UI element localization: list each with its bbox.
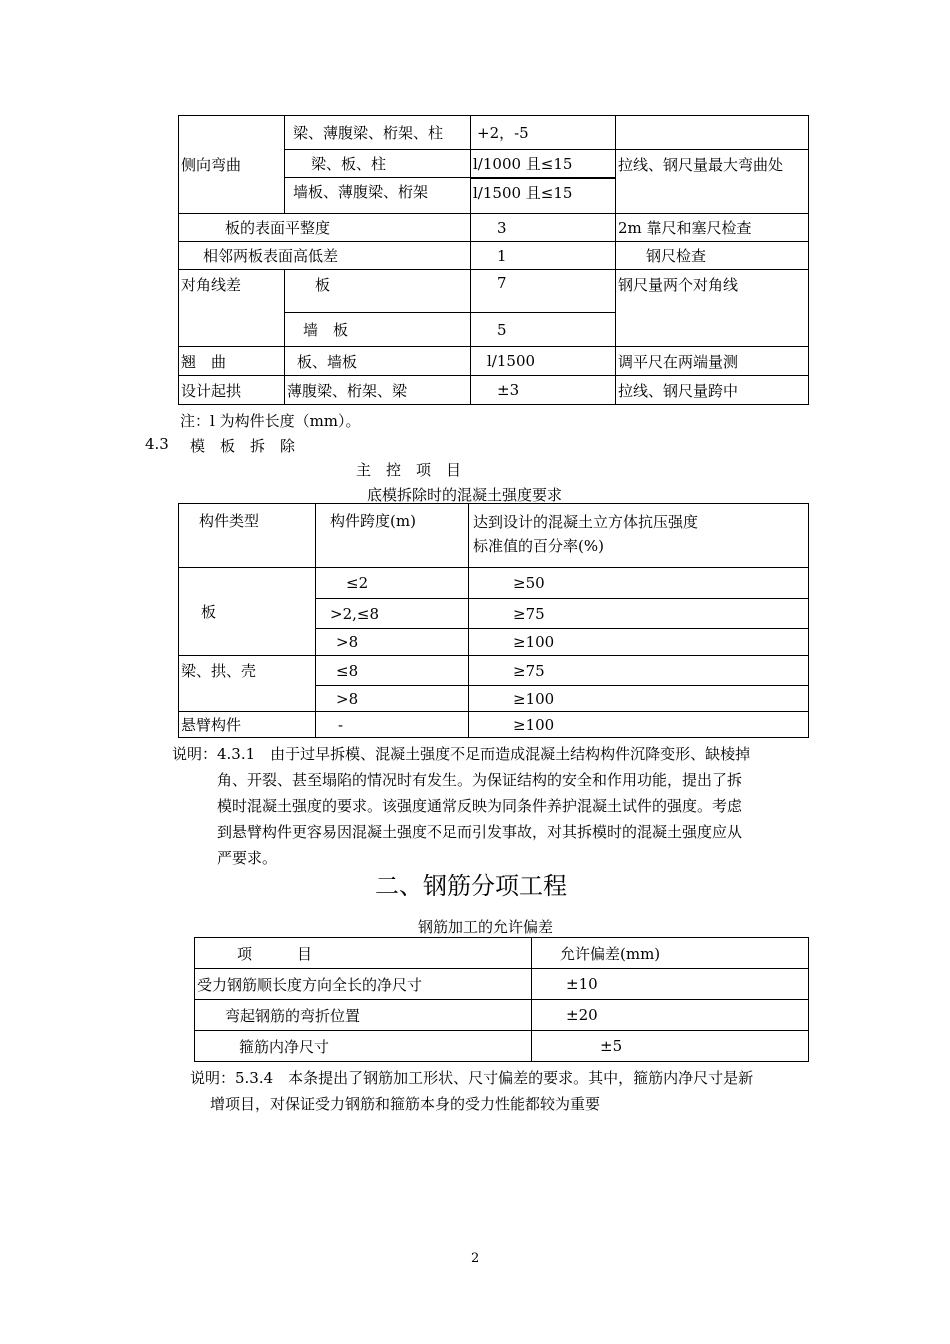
- table-cell-text: ±20: [566, 1006, 598, 1024]
- table-cell: [285, 178, 471, 214]
- table-cell-text: 墙板、薄腹梁、桁架: [293, 183, 429, 201]
- table-cell-text: 梁、拱、壳: [181, 662, 257, 680]
- table-cell: [616, 116, 809, 150]
- table-cell: [471, 270, 616, 313]
- table-caption: 钢筋加工的允许偏差: [418, 918, 554, 936]
- table-cell: [471, 347, 616, 376]
- explanation-431: [172, 741, 812, 871]
- table-cell: [316, 712, 469, 738]
- table-cell: [616, 347, 809, 376]
- table-header-text: 项 目: [237, 944, 313, 963]
- table-cell-text: l/1500 且≤15: [473, 183, 573, 202]
- table-cell: [285, 376, 471, 405]
- table-cell: [471, 178, 616, 214]
- table-header-text: 标准值的百分率(%): [473, 537, 604, 555]
- table-cell: [285, 313, 471, 347]
- formwork-removal-table: [178, 503, 809, 738]
- table-cell-text: 弯起钢筋的弯折位置: [225, 1006, 361, 1025]
- table-cell: [469, 712, 809, 738]
- table-cell: [179, 347, 285, 376]
- table-cell-text: 设计起拱: [181, 381, 242, 400]
- table-cell: [195, 969, 532, 1000]
- table-cell: [316, 629, 469, 656]
- subsection-title: 主 控 项 目: [356, 461, 462, 479]
- table-cell: [616, 150, 809, 214]
- table-cell-text: >2,≤8: [330, 604, 379, 623]
- rebar-deviation-table: [194, 937, 809, 1062]
- table-header-text: 达到设计的混凝土立方体抗压强度: [473, 513, 699, 531]
- table-cell: [179, 214, 471, 242]
- table-cell: [285, 270, 471, 313]
- table-cell: [316, 686, 469, 712]
- table-header-text: 允许偏差(mm): [560, 944, 661, 963]
- table-cell: [285, 150, 471, 178]
- table-cell-text: ±3: [497, 381, 520, 399]
- table-cell-text: ≤2: [346, 574, 369, 592]
- table-cell-text: 梁、薄腹梁、桁架、柱: [293, 124, 444, 142]
- table-cell: [471, 376, 616, 405]
- table-cell-text: 侧向弯曲: [181, 156, 242, 174]
- table-cell-text: 墙 板: [303, 321, 349, 339]
- table-cell-text: ±10: [566, 975, 598, 993]
- text-line: 增项目，对保证受力钢筋和箍筋本身的受力性能都较为重要: [210, 1095, 601, 1113]
- table-cell-text: 5: [497, 320, 507, 339]
- table-cell-text: 对角线差: [181, 276, 242, 294]
- table-cell-text: 2m 靠尺和塞尺检查: [618, 219, 752, 237]
- table-cell-text: 梁、板、柱: [311, 155, 387, 173]
- table-cell: [179, 270, 285, 347]
- table-cell-text: ≥100: [513, 633, 555, 651]
- table-cell: [179, 242, 471, 270]
- table-cell: [471, 150, 616, 178]
- table-cell-text: ≥100: [513, 689, 555, 708]
- section-number: 4.3: [145, 435, 169, 453]
- table-cell: [532, 969, 809, 1000]
- table-cell-text: 悬臂构件: [181, 716, 242, 734]
- table-cell-text: 板、墙板: [297, 352, 358, 371]
- table-cell-text: 翘 曲: [181, 352, 227, 371]
- table-cell: [532, 1031, 809, 1062]
- table-cell: [285, 116, 471, 150]
- table-cell: [471, 313, 616, 347]
- table-cell-text: ≥50: [513, 574, 545, 592]
- table-header-cell: [316, 504, 469, 568]
- table-header-text: 构件类型: [199, 512, 260, 530]
- table-header-cell: [195, 938, 532, 969]
- table-header-cell: [532, 938, 809, 969]
- text-line: 角、开裂、甚至塌陷的情况时有发生。为保证结构的安全和作用功能，提出了拆: [217, 771, 743, 789]
- table-cell-text: ±5: [600, 1037, 623, 1055]
- table-cell: [532, 1000, 809, 1031]
- table-cell: [471, 242, 616, 270]
- table-cell: [316, 568, 469, 599]
- table-cell-text: +2，-5: [477, 124, 529, 142]
- table-cell-text: 7: [497, 274, 507, 292]
- table-cell: [179, 568, 316, 656]
- table-cell-text: 受力钢筋顺长度方向全长的净尺寸: [197, 975, 423, 994]
- table-cell: [469, 629, 809, 656]
- text-line: 严要求。: [217, 849, 278, 867]
- table-cell: [179, 656, 316, 712]
- table-cell: [469, 599, 809, 629]
- table-cell-text: 1: [497, 246, 507, 265]
- table-cell: [471, 116, 616, 150]
- table-cell-text: 箍筋内净尺寸: [239, 1037, 330, 1056]
- table-cell: [469, 686, 809, 712]
- text-line: 说明：4.3.1 由于过早拆模、混凝土强度不足而造成混凝土结构构件沉降变形、缺棱掉: [172, 745, 751, 763]
- table-cell-text: 钢尺量两个对角线: [618, 276, 739, 294]
- table-cell-text: ≥100: [513, 715, 555, 734]
- table-cell: [285, 347, 471, 376]
- table-cell-text: ≤8: [336, 661, 359, 680]
- table-cell: [316, 656, 469, 686]
- table-cell-text: 相邻两板表面高低差: [203, 247, 339, 265]
- explanation-534: [190, 1065, 815, 1117]
- table-cell: [616, 270, 809, 347]
- section-heading: 二、钢筋分项工程: [375, 872, 567, 900]
- table-cell: [195, 1000, 532, 1031]
- table-cell: [616, 376, 809, 405]
- table-cell: [316, 599, 469, 629]
- table-cell-text: >8: [336, 689, 359, 708]
- table-cell: [469, 568, 809, 599]
- page-number: 2: [471, 1251, 480, 1266]
- table-cell: [471, 214, 616, 242]
- table-cell-text: 板: [201, 603, 217, 621]
- table-caption: 底模拆除时的混凝土强度要求: [367, 486, 563, 504]
- table-cell-text: 3: [497, 218, 507, 237]
- table-cell-text: 钢尺检查: [646, 247, 707, 265]
- table-cell-text: 板: [315, 276, 331, 294]
- table-cell: [616, 214, 809, 242]
- table-cell: [616, 242, 809, 270]
- table-cell: [469, 656, 809, 686]
- text-line: 到悬臂构件更容易因混凝土强度不足而引发事故，对其拆模时的混凝土强度应从: [217, 823, 743, 841]
- table-cell: [179, 376, 285, 405]
- table-cell-text: ≥75: [513, 661, 545, 680]
- table-cell: [179, 116, 285, 214]
- table-cell: [179, 712, 316, 738]
- table-cell-text: ≥75: [513, 604, 545, 623]
- table-cell-text: l/1000 且≤15: [473, 154, 573, 173]
- table-cell-text: >8: [336, 633, 359, 651]
- table-cell-text: 板的表面平整度: [225, 219, 331, 237]
- section-title: 模 板 拆 除: [190, 437, 296, 455]
- table-cell: [195, 1031, 532, 1062]
- table-header-text: 构件跨度(m): [330, 512, 416, 530]
- table-cell-text: -: [338, 715, 344, 734]
- table-header-cell: [179, 504, 316, 568]
- tolerance-table: [178, 115, 809, 405]
- text-line: 说明：5.3.4 本条提出了钢筋加工形状、尺寸偏差的要求。其中，箍筋内净尺寸是新: [190, 1069, 754, 1087]
- table-cell-text: 拉线、钢尺量最大弯曲处: [618, 156, 784, 174]
- table-cell-text: l/1500: [487, 352, 536, 370]
- table-cell-text: 拉线、钢尺量跨中: [618, 381, 739, 400]
- table-note: 注：l 为构件长度（mm）。: [180, 412, 361, 430]
- table-cell-text: 薄腹梁、桁架、梁: [287, 381, 408, 400]
- table-header-cell: [469, 504, 809, 568]
- table-cell-text: 调平尺在两端量测: [618, 352, 739, 371]
- text-line: 模时混凝土强度的要求。该强度通常反映为同条件养护混凝土试件的强度。考虑: [217, 797, 743, 815]
